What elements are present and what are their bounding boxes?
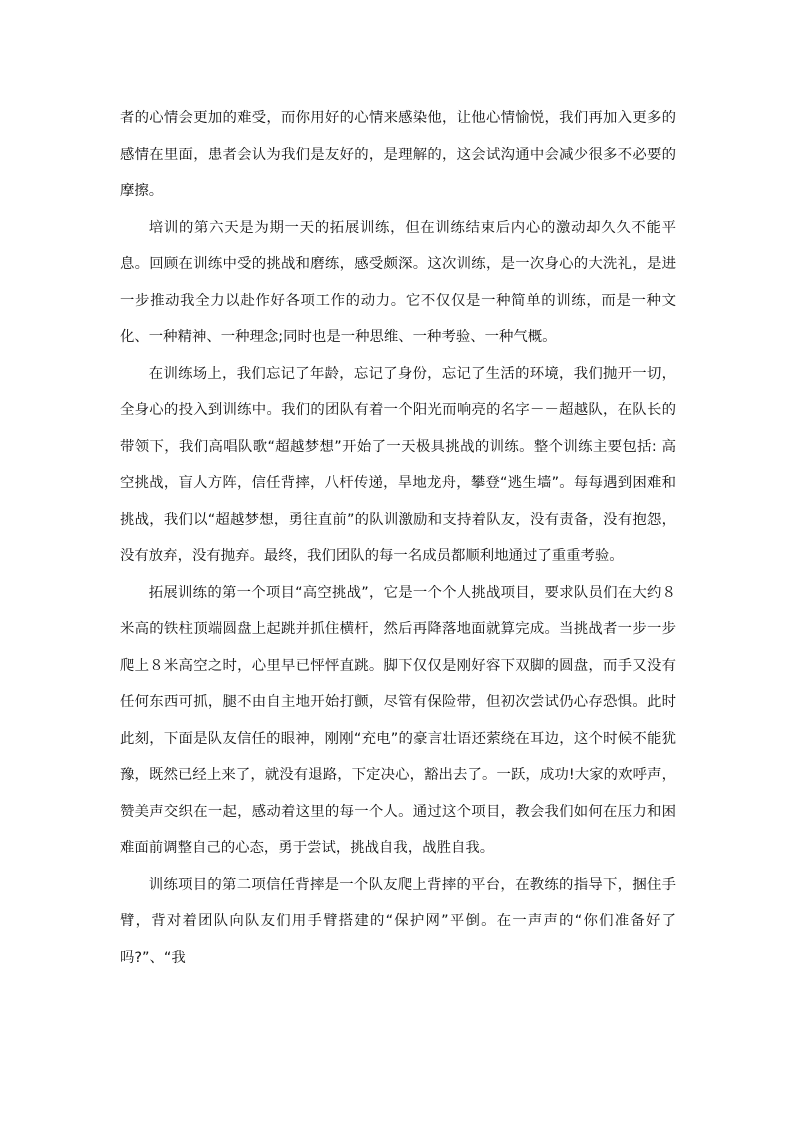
paragraph-1: 者的心情会更加的难受，而你用好的心情来感染他，让他心情愉悦，我们再加入更多的感情在里面，患者会认为我们是友好的，是理解的，这会试沟通中会减少很多不必要的摩擦。 [120,110,676,199]
document-body [120,100,676,976]
paragraph-4: 拓展训练的第一个项目“高空挑战”，它是一个个人挑战项目，要求队员们在大约８米高的铁柱顶端圆盘上起跳并抓住横杆，然后再降落地面就算完成。当挑战者一步一步爬上８米高空之时，心里早已怦怦直跳。脚下仅仅是刚好容下双脚的圆盘，而手又没有任何东西可抓，腿不由自主地开始打颤，尽管有保险带，但初次尝试仍心存恐惧。此时此刻，下面是队友信任的眼神，刚刚“充电”的豪言壮语还萦绕在耳边，这个时候不能犹豫，既然已经上来了，就没有退路，下定决心，豁出去了。一跃，成功!大家的欢呼声，赞美声交织在一起，感动着这里的每一个人。通过这个项目，教会我们如何在压力和困难面前调整自己的心态，勇于尝试，挑战自我，战胜自我。 [120,584,676,856]
paragraph-5: 训练项目的第二项信任背摔是一个队友爬上背摔的平台，在教练的指导下，捆住手臂，背对着团队向队友们用手臂搭建的“保护网”平倒。在一声声的“你们准备好了吗?”、“我 [120,876,676,966]
paragraph-2: 培训的第六天是为期一天的拓展训练，但在训练结束后内心的激动却久久不能平息。回顾在训练中受的挑战和磨练，感受颇深。这次训练，是一次身心的大洗礼，是进一步推动我全力以赴作好各项工作的动力。它不仅仅是一种简单的训练，而是一种文化、一种精神、一种理念;同时也是一种思维、一种考验、一种气概。 [120,219,676,345]
paragraph-3: 在训练场上，我们忘记了年龄，忘记了身份，忘记了生活的环境，我们抛开一切，全身心的投入到训练中。我们的团队有着一个阳光而响亮的名字－－超越队，在队长的带领下，我们高唱队歌“超越梦想”开始了一天极具挑战的训练。整个训练主要包括: 高空挑战，盲人方阵，信任背摔，八杆传递，旱地龙舟，攀登“逃生墙”。每每遇到困难和挑战，我们以“超越梦想，勇往直前”的队训激励和支持着队友，没有责备，没有抱怨，没有放弃，没有抛弃。最终，我们团队的每一名成员都顺利地通过了重重考验。 [120,365,676,564]
